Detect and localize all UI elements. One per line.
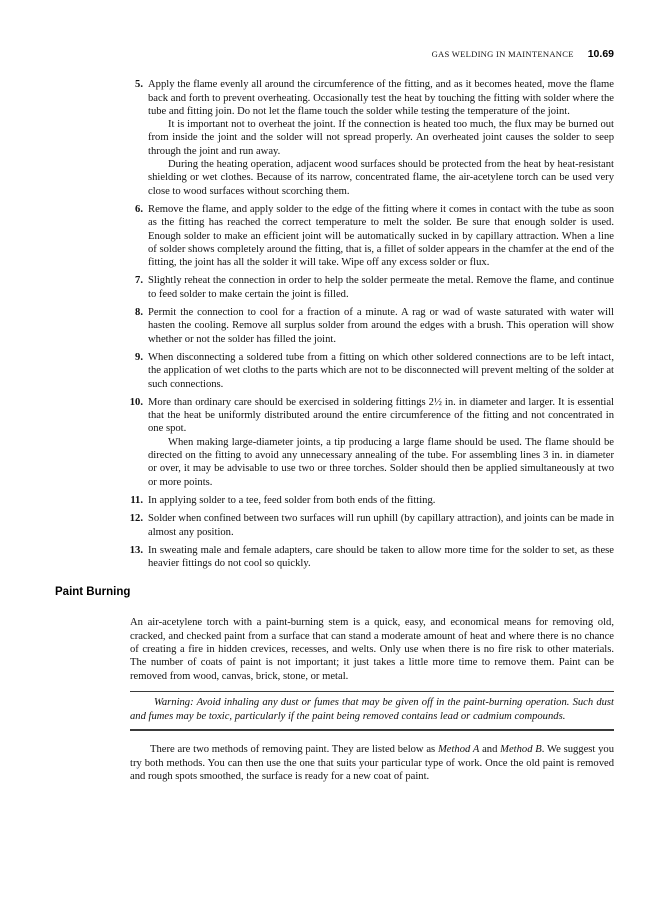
list-item-body <box>148 512 614 539</box>
closing-paragraph <box>130 743 614 783</box>
list-item <box>117 274 614 301</box>
list-item-number: 12. <box>129 513 143 525</box>
closing-text: There are two methods of removing paint. They are listed below as <box>150 744 438 756</box>
list-item-paragraph: Slightly reheat the connection in order to help the solder permeate the metal. Remove the flame, and continue to feed solder to make certain the joint is filled. <box>148 275 614 300</box>
list-item-paragraph: Permit the connection to cool for a fraction of a minute. A rag or wad of waste saturated with water will hasten the cooling. Remove all surplus solder from around the edges with a brush. This operation will show whether or not the solder has filled the joint. <box>148 307 614 345</box>
list-item-number: 11. <box>130 494 143 506</box>
intro-paragraph: An air-acetylene torch with a paint-burning stem is a quick, easy, and economical means for removing old, cracked, and checked paint from a surface that can stand a moderate amount of heat and where there is no chance of creating a fire in hidden crevices, recesses, and welts. Only use when there is no fire risk to other materials. The number of coats of paint is not important; it just takes a little more time to remove them. Paint can be removed from wood, canvas, brick, stone, or metal. <box>130 617 614 682</box>
section-heading: Paint Burning <box>55 586 131 599</box>
list-item-number: 7. <box>135 275 143 287</box>
warning-text: Warning: Avoid inhaling any dust or fumes that may be given off in the paint-burning operation. Such dust and fumes may be toxic, particularly if the paint being removed contains lead or cadmium compounds. <box>130 696 614 722</box>
list-item-paragraph: Apply the flame evenly all around the circumference of the fitting, and as it becomes heated, move the flame back and forth to prevent overheating. Occasionally test the heat by touching the fitting with solder where the tube and fitting join. Do not let the flame touch the solder while testing the temperature of the joint. <box>148 79 614 117</box>
numbered-list <box>117 78 614 570</box>
list-item <box>117 351 614 391</box>
list-item-number: 8. <box>135 307 143 319</box>
list-item-body <box>148 494 614 507</box>
list-item-paragraph: In applying solder to a tee, feed solder from both ends of the fitting. <box>148 494 436 506</box>
list-item <box>117 512 614 539</box>
list-item <box>117 396 614 489</box>
list-item-paragraph: Solder when confined between two surfaces will run uphill (by capillary attraction), and joints can be made in almost any position. <box>148 513 614 538</box>
list-item-paragraph: Remove the flame, and apply solder to the edge of the fitting where it comes in contact with the tube as soon as the fitting has reached the correct temperature to melt the solder. Be sure that enough solder is used. Enough solder to make an efficient joint will be automatically sucked in by capillary attraction. When a line of solder shows completely around the fitting, that is, a fillet of solder appears in the chamfer at the end of the fitting, the joint has all the solder it will take. Wipe off any excess solder or flux. <box>148 203 614 269</box>
list-item-number: 9. <box>135 351 143 363</box>
list-item-number: 5. <box>135 79 143 91</box>
list-item-paragraph: During the heating operation, adjacent wood surfaces should be protected from the heat by heat-resistant shielding or wet clothes. Because of its narrow, concentrated flame, the air-acetylene torch can be used very close to wood surfaces without scorching them. <box>148 159 614 197</box>
method-b-label: Method B <box>500 744 542 756</box>
list-item-number: 6. <box>135 203 143 215</box>
list-item-body <box>148 396 614 489</box>
list-item <box>117 544 614 571</box>
list-item-body <box>148 351 614 391</box>
list-item <box>117 306 614 346</box>
list-item-body <box>148 306 614 346</box>
running-title: GAS WELDING IN MAINTENANCE <box>431 49 574 59</box>
list-item-number: 10. <box>129 396 143 408</box>
list-item-paragraph: It is important not to overheat the joint. If the connection is heated too much, the flux may be burned out from inside the joint and the solder will not spread properly. An overheated joint causes the solder to seep through the joint and run away. <box>148 119 614 157</box>
list-item-number: 13. <box>129 544 143 556</box>
closing-text: and <box>479 744 501 756</box>
page-header <box>48 48 614 61</box>
list-item-body <box>148 274 614 301</box>
list-item-body <box>148 203 614 269</box>
list-item-paragraph: When disconnecting a soldered tube from a fitting on which other soldered connections are to be left intact, the application of wet cloths to the parts which are not to be disconnected will prevent melting of the solder at such connections. <box>148 351 614 390</box>
list-item-paragraph: More than ordinary care should be exercised in soldering fittings 2½ in. in diameter and larger. It is essential that the heat be uniformly distributed around the entire circumference of the fitting and not concentrated in one spot. <box>148 396 614 435</box>
method-a-label: Method A <box>437 744 480 756</box>
list-item <box>117 203 614 269</box>
list-item <box>117 494 614 507</box>
list-item-paragraph: In sweating male and female adapters, care should be taken to allow more time for the solder to set, as these heavier fittings do not cool so quickly. <box>148 544 614 570</box>
closing-text: . We suggest you try both methods. You can then use the one that suits your particular type of work. Once the old paint is removed and rough spots smoothed, the surface is ready for a new coat of paint. <box>130 744 614 783</box>
list-item-body <box>148 78 614 198</box>
page-number: 10.69 <box>587 48 614 60</box>
list-item <box>117 78 614 198</box>
list-item-paragraph: When making large-diameter joints, a tip producing a large flame should be used. The flame should be directed on the fitting to avoid any unnecessary annealing of the tube. For assembling lines 3 in. in diameter or over, it may be advisable to use two or three torches. Solder should then be applied simultaneously at two or more points. <box>148 436 614 488</box>
list-item-body <box>148 544 614 571</box>
warning-block <box>130 691 614 732</box>
